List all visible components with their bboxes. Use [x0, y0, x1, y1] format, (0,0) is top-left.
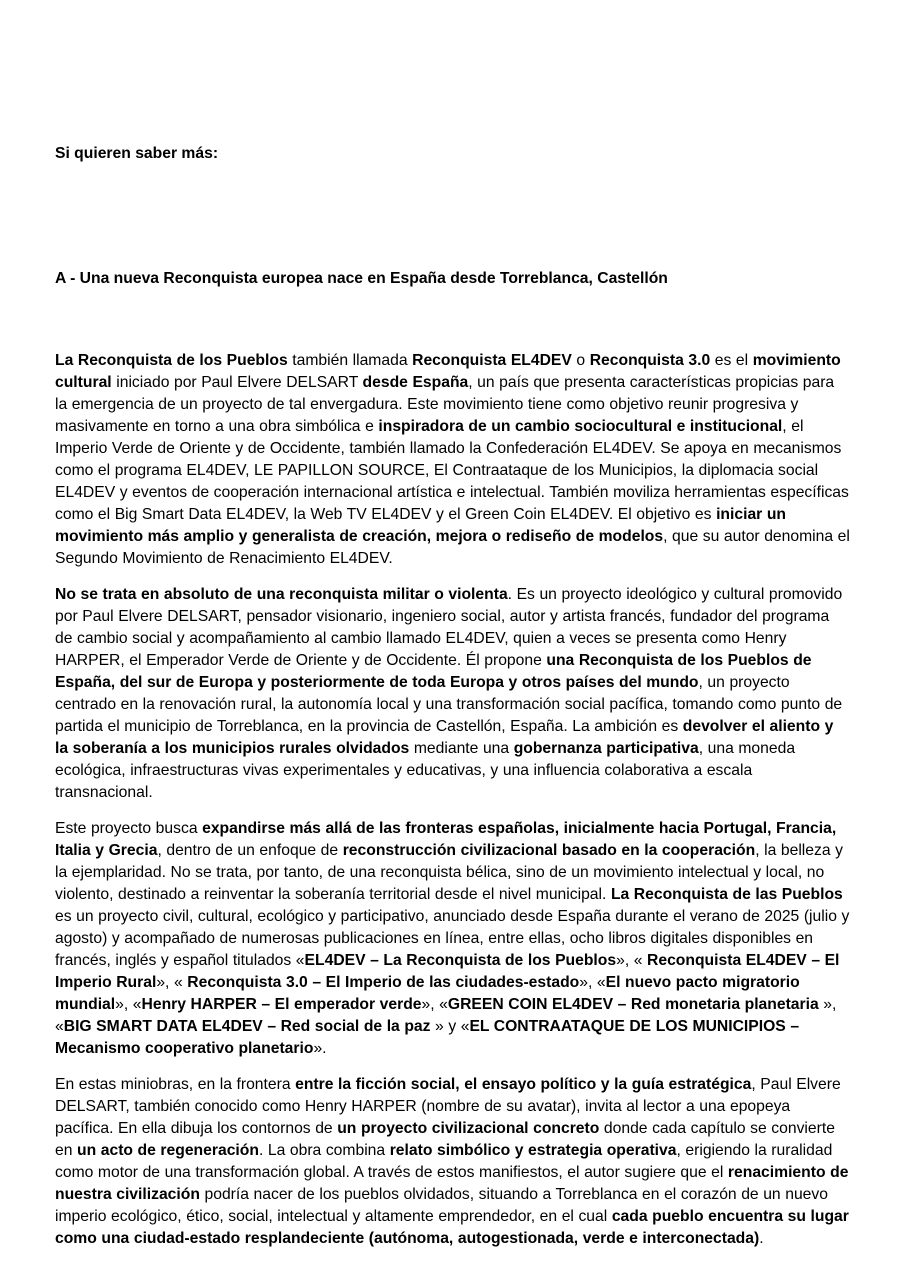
text-run: » y «	[430, 1018, 470, 1035]
bold-text-run: GREEN COIN EL4DEV – Red monetaria planetaria	[447, 996, 819, 1013]
bold-text-run: Reconquista 3.0 – El Imperio de las ciudades-estado	[187, 974, 580, 991]
text-run: . Es un proyecto ideológico y cultural promovido por Paul Elvere DELSART, pensador visionario, ingeniero social, autor y artista francés, fundador del programa de cambio social y acompañamiento al cambio llamado EL4DEV, quien a veces se presenta como Henry HARPER, el Emperador Verde de Oriente y de Occidente. Él propone	[55, 586, 843, 669]
bold-text-run: inspiradora de un cambio sociocultural e institucional	[378, 418, 783, 435]
text-run: mediante una	[409, 740, 514, 757]
bold-text-run: expandirse más allá de las fronteras españolas, inicialmente hacia Portugal, Francia, Italia y Grecia	[55, 820, 837, 859]
section-heading: A - Una nueva Reconquista europea nace en España desde Torreblanca, Castellón	[55, 270, 668, 287]
text-run: , dentro de un enfoque de	[157, 842, 343, 859]
bold-text-run: Henry HARPER – El emperador verde	[141, 996, 422, 1013]
text-run: », «	[579, 974, 606, 991]
text-run: . La obra combina	[258, 1142, 390, 1159]
bold-text-run: EL4DEV – La Reconquista de los Pueblos	[304, 952, 617, 969]
text-run: », «	[156, 974, 188, 991]
bold-text-run: iniciar un movimiento más amplio y generalista de creación, mejora o rediseño de modelos	[55, 506, 787, 545]
paragraph	[55, 584, 850, 804]
paragraph	[55, 1074, 850, 1250]
text-run: , que su autor denomina el Segundo Movimiento de Renacimiento EL4DEV.	[55, 528, 850, 567]
text-run: es el	[710, 352, 753, 369]
bold-text-run: una Reconquista de los Pueblos de España, del sur de Europa y posteriormente de toda Europa y otros países del mundo	[55, 652, 812, 691]
bold-text-run: reconstrucción civilizacional basado en la cooperación	[342, 842, 756, 859]
text-run: En estas miniobras, en la frontera	[55, 1076, 296, 1093]
text-run: Este proyecto busca	[55, 820, 203, 837]
text-run: , un país que presenta características propicias para la emergencia de un proyecto de tal envergadura. Este movimiento tiene como objetivo reunir progresiva y masivamente en torno a una obra simbólica e	[55, 374, 835, 435]
bold-text-run: No se trata en absoluto de una reconquista militar o violenta	[55, 586, 508, 603]
bold-text-run: El nuevo pacto migratorio mundial	[55, 974, 800, 1013]
bold-text-run: movimiento cultural	[55, 352, 841, 391]
text-run: , la belleza y la ejemplaridad. No se trata, por tanto, de una reconquista bélica, sino de un movimiento intelectual y local, no violento, destinado a reinventar la soberanía territorial desde el nivel municipal.	[55, 842, 843, 903]
bold-text-run: Reconquista EL4DEV – El Imperio Rural	[55, 952, 840, 991]
bold-text-run: un acto de regeneración	[77, 1142, 259, 1159]
text-run: .	[759, 1230, 764, 1247]
text-run: donde cada capítulo se convierte en	[55, 1120, 835, 1159]
bold-text-run: Reconquista EL4DEV	[412, 352, 572, 369]
bold-text-run: un proyecto civilizacional concreto	[337, 1120, 600, 1137]
text-run: », «	[421, 996, 448, 1013]
bold-text-run: BIG SMART DATA EL4DEV – Red social de la paz	[63, 1018, 431, 1035]
text-run: podría nacer de los pueblos olvidados, situando a Torreblanca en el corazón de un nuevo imperio ecológico, ético, social, intelectual y altamente emprendedor, en el cual	[55, 1186, 828, 1225]
bold-text-run: La Reconquista de los Pueblos	[55, 352, 288, 369]
bold-text-run: La Reconquista de las Pueblos	[610, 886, 843, 903]
text-run: , el Imperio Verde de Oriente y de Occidente, también llamado la Confederación EL4DEV. Se apoya en mecanismos como el programa EL4DEV, LE PAPILLON SOURCE, El Contraataque de los Municipios, la diplomacia social EL4DEV y eventos de cooperación internacional artística e intelectual. También moviliza herramientas específicas como el Big Smart Data EL4DEV, la Web TV EL4DEV y el Green Coin EL4DEV. El objetivo es	[55, 418, 849, 523]
bold-text-run: cada pueblo encuentra su lugar como una ciudad-estado resplandeciente (autónoma, autogestionada, verde e interconectada)	[55, 1208, 849, 1247]
text-run: es un proyecto civil, cultural, ecológico y participativo, anunciado desde España durante el verano de 2025 (julio y agosto) y acompañado de numerosas publicaciones en línea, entre ellas, ocho libros digitales disponibles en francés, inglés y español titulados «	[55, 908, 850, 969]
bold-text-run: relato simbólico y estrategia operativa	[389, 1142, 677, 1159]
text-run: », «	[616, 952, 648, 969]
bold-text-run: devolver el aliento y la soberanía a los municipios rurales olvidados	[55, 718, 834, 757]
bold-text-run: entre la ficción social, el ensayo político y la guía estratégica	[295, 1076, 752, 1093]
text-run: », «	[115, 996, 142, 1013]
bold-text-run: renacimiento de nuestra civilización	[55, 1164, 849, 1203]
bold-text-run: desde España	[362, 374, 469, 391]
text-run: , erigiendo la ruralidad como motor de una transformación global. A través de estos manifiestos, el autor sugiere que el	[55, 1142, 833, 1181]
text-run: también llamada	[287, 352, 413, 369]
text-run: , un proyecto centrado en la renovación rural, la autonomía local y una transformación social pacífica, tomando como punto de partida el municipio de Torreblanca, en la provincia de Castellón, España. La ambición es	[55, 674, 843, 735]
document-body	[55, 350, 850, 1250]
bold-text-run: Reconquista 3.0	[589, 352, 711, 369]
text-run: , una moneda ecológica, infraestructuras vivas experimentales y educativas, y una influencia colaborativa a escala transnacional.	[55, 740, 796, 801]
paragraph	[55, 350, 850, 570]
text-run: ».	[313, 1040, 327, 1057]
text-run: o	[571, 352, 590, 369]
intro-heading: Si quieren saber más:	[55, 145, 219, 162]
bold-text-run: gobernanza participativa	[513, 740, 699, 757]
paragraph	[55, 818, 850, 1060]
text-run: , Paul Elvere DELSART, también conocido como Henry HARPER (nombre de su avatar), invita al lector a una epopeya pacífica. En ella dibuja los contornos de	[55, 1076, 841, 1137]
bold-text-run: EL CONTRAATAQUE DE LOS MUNICIPIOS – Mecanismo cooperativo planetario	[55, 1018, 800, 1057]
text-run: iniciado por Paul Elvere DELSART	[111, 374, 363, 391]
text-run: », «	[55, 996, 837, 1035]
